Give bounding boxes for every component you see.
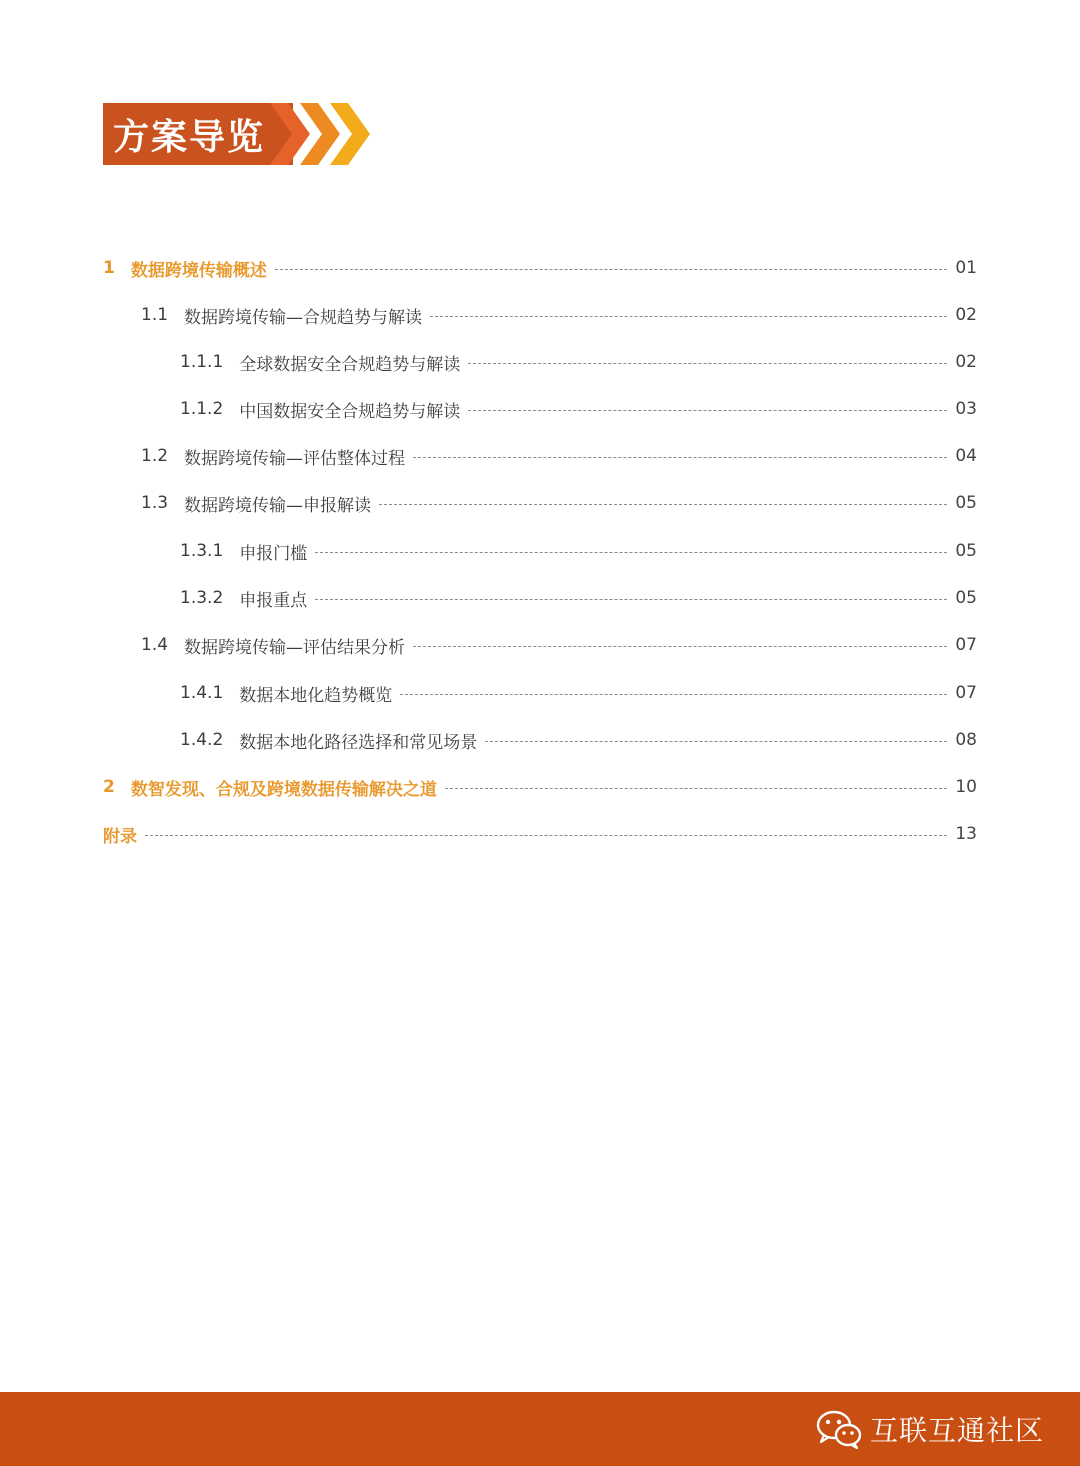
toc-leader [445,788,948,789]
toc-leader [400,694,947,695]
toc-page: 03 [955,399,977,419]
toc-number: 2 [103,777,115,797]
toc-leader [275,269,948,270]
toc-page: 05 [955,493,977,513]
toc-entry[interactable] [141,300,977,330]
toc-page: 07 [955,635,977,655]
toc-number: 1.1.1 [180,352,224,372]
toc-title: 数据本地化路径选择和常见场景 [239,732,478,753]
toc-title: 数据跨境传输—申报解读 [184,495,372,516]
wechat-icon [816,1409,862,1449]
page-title: 方案导览 [113,116,266,158]
toc-number: 1.3.2 [180,588,224,608]
toc-number: 1.2 [141,446,169,466]
toc-number: 1 [103,258,115,278]
toc-leader [315,599,947,600]
toc-title: 数据本地化趋势概览 [239,685,393,706]
toc-page: 10 [955,777,977,797]
toc-entry[interactable] [180,347,977,377]
toc-leader [468,363,947,364]
toc-page: 01 [955,258,977,278]
toc-leader [430,316,947,317]
footer-brand [816,1402,1044,1456]
toc-entry[interactable] [141,488,977,518]
toc-title: 中国数据安全合规趋势与解读 [239,401,461,422]
toc-page: 13 [955,824,977,844]
toc-entry[interactable] [103,253,977,283]
toc-leader [413,646,947,647]
toc-page: 05 [955,541,977,561]
toc-leader [145,835,947,836]
toc-leader [413,457,947,458]
toc-number: 1.4.1 [180,683,224,703]
toc-number: 1.3.1 [180,541,224,561]
toc-number: 1.1.2 [180,399,224,419]
toc-title: 附录 [103,826,137,847]
toc-page: 07 [955,683,977,703]
toc-number: 1.1 [141,305,169,325]
toc-page: 02 [955,352,977,372]
toc-page: 08 [955,730,977,750]
toc-entry[interactable] [180,394,977,424]
toc-page: 02 [955,305,977,325]
toc-page: 05 [955,588,977,608]
footer-bar [0,1392,1080,1466]
toc-title: 数智发现、合规及跨境数据传输解决之道 [130,779,437,800]
brand-name: 互联互通社区 [869,1414,1044,1447]
toc-entry[interactable] [180,583,977,613]
toc-title: 申报重点 [239,590,308,611]
toc-leader [379,504,947,505]
toc-title: 数据跨境传输—评估结果分析 [184,637,406,658]
toc-title: 数据跨境传输概述 [130,260,267,281]
toc-entry[interactable] [180,678,977,708]
toc-entry-appendix[interactable] [103,819,977,849]
toc-number: 1.3 [141,493,169,513]
toc-leader [468,410,947,411]
toc-entry[interactable] [103,772,977,802]
toc-number: 1.4 [141,635,169,655]
toc-entry[interactable] [141,441,977,471]
toc-title: 全球数据安全合规趋势与解读 [239,354,461,375]
toc-page: 04 [955,446,977,466]
toc-title: 数据跨境传输—评估整体过程 [184,448,406,469]
toc-entry[interactable] [141,630,977,660]
toc-entry[interactable] [180,725,977,755]
toc-title: 数据跨境传输—合规趋势与解读 [184,307,423,328]
toc-title: 申报门槛 [239,543,308,564]
toc-number: 1.4.2 [180,730,224,750]
toc-entry[interactable] [180,536,977,566]
toc-leader [315,552,947,553]
toc-leader [485,741,947,742]
